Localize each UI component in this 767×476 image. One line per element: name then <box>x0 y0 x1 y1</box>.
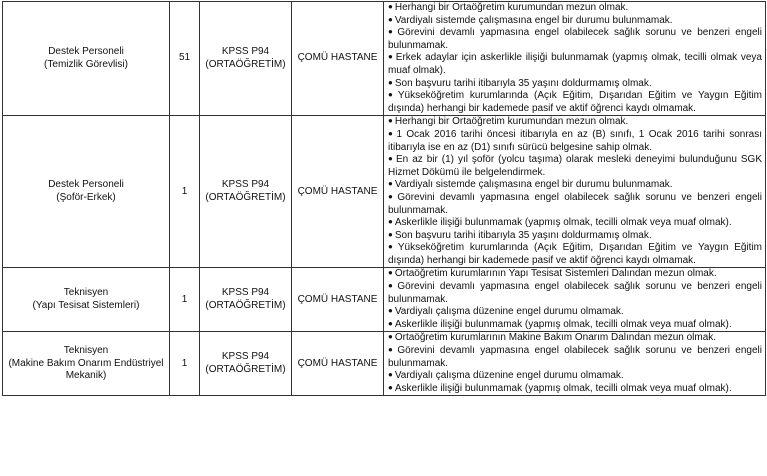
position-count: 1 <box>181 293 188 305</box>
requirement-item <box>388 116 762 129</box>
exam-type: KPSS P94 <box>221 287 270 299</box>
requirement-text: Son başvuru tarihi itibarıyla 35 yaşını doldurmamış olmak. <box>394 229 652 241</box>
position-subtitle: (Yapı Tesisat Sistemleri) <box>32 299 140 311</box>
position-subtitle: (Makine Bakım Onarım Endüstriyel Mekanik) <box>8 357 164 382</box>
exam-type: KPSS P94 <box>221 46 270 58</box>
requirement-item <box>388 78 762 91</box>
requirement-item <box>388 192 762 217</box>
bullet-icon <box>388 15 395 26</box>
requirement-text: Vardiyalı sistemde çalışmasına engel bir durumu bulunmamak. <box>394 179 673 191</box>
position-cell <box>3 2 170 116</box>
bullet-icon <box>388 345 397 356</box>
requirement-text: Erkek adaylar için askerlikle ilişiği bulunmamak (yapmış olmak, tecilli olmak veya muaf olmak). <box>388 52 762 76</box>
requirement-text: Görevini devamlı yapmasına engel olabilecek sağlık sorunu ve benzeri engeli bulunmamak. <box>388 191 762 216</box>
unit-name: ÇOMÜ HASTANE <box>297 52 378 64</box>
bullet-icon <box>388 370 395 381</box>
bullet-icon <box>388 2 395 13</box>
requirement-text: Askerlikle ilişiği bulunmamak (yapmış olmak, tecilli olmak veya muaf olmak). <box>394 217 732 229</box>
exam-level: (ORTAÖĞRETİM) <box>205 191 286 203</box>
position-cell <box>3 268 170 332</box>
count-cell <box>170 2 200 116</box>
count-cell <box>170 332 200 396</box>
exam-cell <box>200 332 292 396</box>
requirement-text: Herhangi bir Ortaöğretim kurumundan mezun olmak. <box>394 2 629 13</box>
bullet-icon <box>388 192 397 203</box>
bullet-icon <box>388 332 395 343</box>
exam-cell <box>200 268 292 332</box>
requirement-item <box>388 370 762 383</box>
requirement-text: Askerlikle ilişiği bulunmamak (yapmış olmak, tecilli olmak veya muaf olmak). <box>394 318 732 330</box>
position-title: Destek Personeli <box>48 179 124 191</box>
bullet-icon <box>388 230 395 241</box>
requirement-text: Vardiyalı çalışma düzenine engel durumu olmamak. <box>394 306 624 318</box>
requirement-text: Görevini devamlı yapmasına engel olabilecek sağlık sorunu ve benzeri engeli bulunmamak. <box>388 27 762 51</box>
requirement-item <box>388 27 762 52</box>
position-title: Teknisyen <box>63 287 109 299</box>
requirement-item <box>388 345 762 370</box>
requirement-text: Yükseköğretim kurumlarında (Açık Eğitim, Dışarıdan Eğitim ve Yaygın Eğitim dışında) herhangi bir kademede pasif ve aktif öğrenci kaydı olmamak. <box>388 242 762 266</box>
requirement-item <box>388 230 762 243</box>
count-cell <box>170 268 200 332</box>
exam-cell <box>200 116 292 268</box>
position-subtitle: (Temizlik Görevlisi) <box>44 58 128 70</box>
exam-type: KPSS P94 <box>221 351 270 363</box>
requirement-item <box>388 129 762 154</box>
exam-level: (ORTAÖĞRETİM) <box>205 58 286 70</box>
bullet-icon <box>388 27 397 38</box>
unit-cell <box>292 268 384 332</box>
unit-name: ÇOMÜ HASTANE <box>297 185 378 197</box>
exam-type: KPSS P94 <box>221 179 270 191</box>
requirement-item <box>388 52 762 77</box>
table-row <box>3 268 766 332</box>
requirement-item <box>388 217 762 230</box>
bullet-icon <box>388 116 395 127</box>
requirement-item <box>388 179 762 192</box>
table-body <box>3 2 766 396</box>
position-count: 51 <box>178 52 191 64</box>
bullet-icon <box>388 306 395 317</box>
requirement-item <box>388 319 762 332</box>
bullet-icon <box>388 52 396 63</box>
requirement-item <box>388 281 762 306</box>
position-cell <box>3 116 170 268</box>
requirement-item <box>388 242 762 267</box>
bullet-icon <box>388 179 395 190</box>
table-row <box>3 332 766 396</box>
bullet-icon <box>388 217 395 228</box>
bullet-icon <box>388 242 398 253</box>
position-count: 1 <box>181 357 188 369</box>
requirement-item <box>388 268 762 281</box>
exam-cell <box>200 2 292 116</box>
bullet-icon <box>388 281 397 292</box>
bullet-icon <box>388 268 395 279</box>
unit-name: ÇOMÜ HASTANE <box>297 357 378 369</box>
requirement-text: Ortaöğretim kurumlarının Makine Bakım Onarım Dalından mezun olmak. <box>394 332 717 344</box>
exam-level: (ORTAÖĞRETİM) <box>205 363 286 375</box>
count-cell <box>170 116 200 268</box>
requirement-text: Son başvuru tarihi itibarıyla 35 yaşını doldurmamış olmak. <box>394 77 652 89</box>
requirement-text: 1 Ocak 2016 tarihi öncesi itibarıyla en az (B) sınıfı, 1 Ocak 2016 tarihi sonrası itibarıyla ise en az (D1) sınıfı sürücü belgesine sahip olmak. <box>388 128 762 153</box>
requirements-cell <box>384 116 766 268</box>
bullet-icon <box>388 319 395 330</box>
position-title: Teknisyen <box>63 345 109 357</box>
requirement-text: Vardiyalı çalışma düzenine engel durumu olmamak. <box>394 370 624 382</box>
bullet-icon <box>388 383 395 394</box>
requirement-text: En az bir (1) yıl şoför (yolcu taşıma) olarak mesleki deneyimi bulunduğunu SGK Hizmet Dökümü ile belgelendirmek. <box>388 154 762 178</box>
requirement-text: Görevini devamlı yapmasına engel olabilecek sağlık sorunu ve benzeri engeli bulunmamak. <box>388 281 762 305</box>
requirement-item <box>388 306 762 319</box>
position-title: Destek Personeli <box>48 46 124 58</box>
unit-name: ÇOMÜ HASTANE <box>297 293 378 305</box>
requirement-text: Askerlikle ilişiği bulunmamak (yapmış olmak, tecilli olmak veya muaf olmak). <box>394 382 732 394</box>
requirement-item <box>388 383 762 396</box>
requirement-item <box>388 332 762 345</box>
bullet-icon <box>388 90 398 101</box>
requirements-cell <box>384 332 766 396</box>
requirement-text: Yükseköğretim kurumlarında (Açık Eğitim, Dışarıdan Eğitim ve Yaygın Eğitim dışında) herhangi bir kademede pasif ve aktif öğrenci kaydı olmamak. <box>388 90 762 114</box>
position-cell <box>3 332 170 396</box>
table-row <box>3 116 766 268</box>
requirement-item <box>388 90 762 115</box>
requirement-item <box>388 15 762 28</box>
bullet-icon <box>388 154 396 165</box>
table-row <box>3 2 766 116</box>
exam-level: (ORTAÖĞRETİM) <box>205 299 286 311</box>
unit-cell <box>292 332 384 396</box>
unit-cell <box>292 2 384 116</box>
requirement-item <box>388 2 762 15</box>
unit-cell <box>292 116 384 268</box>
positions-table <box>2 1 766 396</box>
requirement-text: Vardiyalı sistemde çalışmasına engel bir durumu bulunmamak. <box>394 14 673 26</box>
requirements-cell <box>384 2 766 116</box>
bullet-icon <box>388 78 395 89</box>
requirements-cell <box>384 268 766 332</box>
position-subtitle: (Şoför-Erkek) <box>56 191 116 203</box>
requirement-text: Herhangi bir Ortaöğretim kurumundan mezun olmak. <box>394 116 629 128</box>
position-count: 1 <box>181 185 188 197</box>
requirement-text: Görevini devamlı yapmasına engel olabilecek sağlık sorunu ve benzeri engeli bulunmamak. <box>388 345 762 369</box>
requirement-item <box>388 154 762 179</box>
requirement-text: Ortaöğretim kurumlarının Yapı Tesisat Sistemleri Dalından mezun olmak. <box>394 268 717 280</box>
